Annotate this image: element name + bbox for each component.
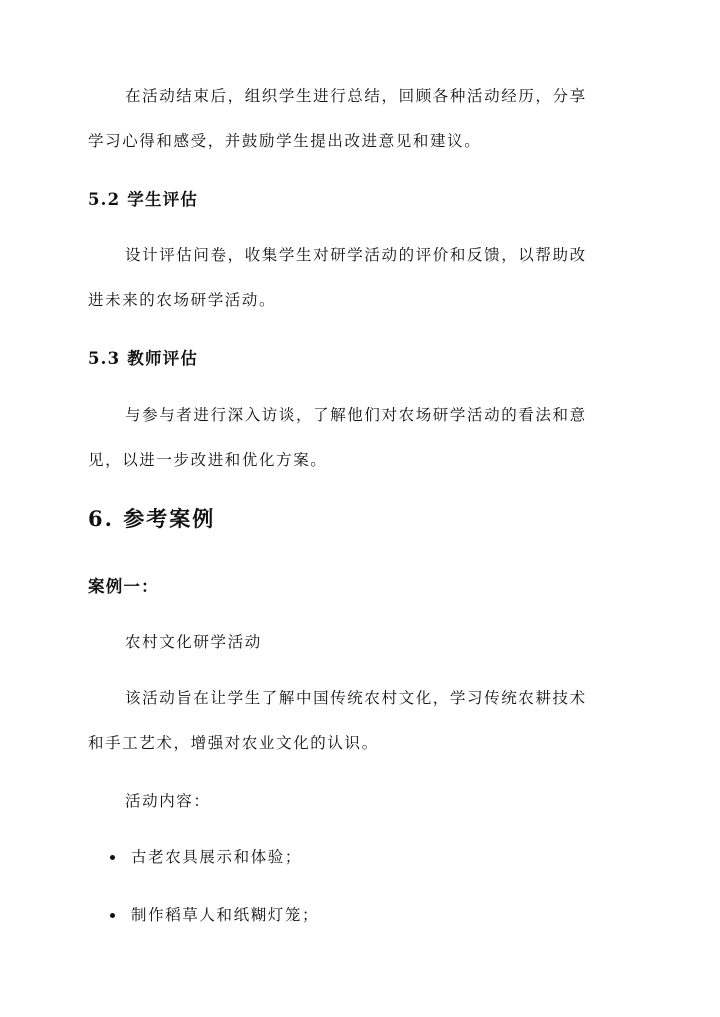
section-heading-5-2: 5.2 学生评估 bbox=[88, 190, 199, 209]
paragraph-summary-line-2: 学习心得和感受，并鼓励学生提出改进意见和建议。 bbox=[88, 132, 482, 150]
section-heading-6: 6. 参考案例 bbox=[88, 506, 216, 531]
paragraph-summary-line-1: 在活动结束后，组织学生进行总结，回顾各种活动经历，分享 bbox=[125, 87, 587, 105]
activity-list-item: 制作稻草人和纸糊灯笼； bbox=[131, 906, 320, 924]
activities-label: 活动内容： bbox=[125, 792, 211, 810]
bullet-dot bbox=[110, 855, 115, 860]
activity-list-item: 古老农具展示和体验； bbox=[131, 848, 303, 866]
case-1-description-line-2: 和手工艺术，增强对农业文化的认识。 bbox=[88, 734, 379, 752]
paragraph-student-eval-line-2: 进未来的农场研学活动。 bbox=[88, 291, 277, 309]
case-1-description-line-1: 该活动旨在让学生了解中国传统农村文化，学习传统农耕技术 bbox=[125, 689, 587, 707]
case-1-title: 农村文化研学活动 bbox=[125, 633, 262, 651]
paragraph-student-eval-line-1: 设计评估问卷，收集学生对研学活动的评价和反馈，以帮助改 bbox=[125, 246, 587, 264]
bullet-dot bbox=[110, 913, 115, 918]
paragraph-teacher-eval-line-2: 见，以进一步改进和优化方案。 bbox=[88, 451, 328, 469]
paragraph-teacher-eval-line-1: 与参与者进行深入访谈，了解他们对农场研学活动的看法和意 bbox=[125, 406, 587, 424]
case-1-heading: 案例一： bbox=[88, 577, 159, 596]
section-heading-5-3: 5.3 教师评估 bbox=[88, 349, 199, 368]
